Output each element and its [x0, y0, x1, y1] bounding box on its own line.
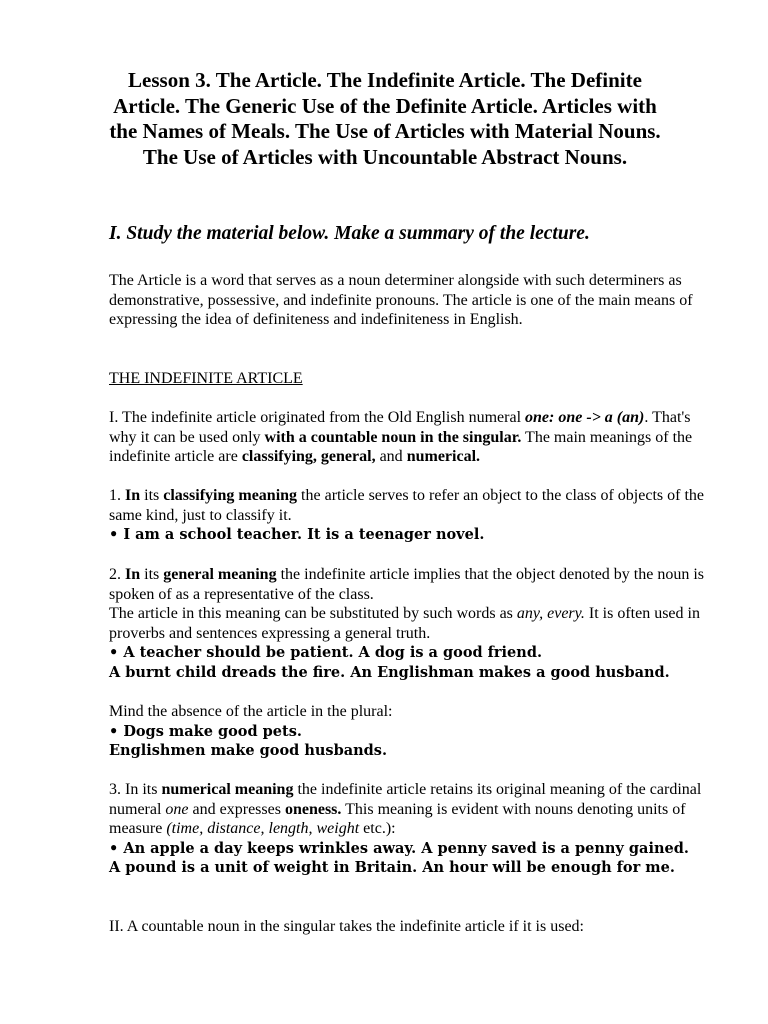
- substitution-text: The article in this meaning can be substituted by such words as: [109, 605, 517, 622]
- general-example-2: A burnt child dreads the fire. An Englishman makes a good husband.: [109, 663, 670, 681]
- numerical-text-3: and expresses: [188, 800, 285, 818]
- meanings-list: classifying, general,: [241, 448, 376, 465]
- proverbs-text: It is often used in proverbs and sentences expressing a general truth.: [109, 605, 700, 642]
- plural-example-2: Englishmen make good husbands.: [109, 742, 388, 759]
- oneness-term: oneness.: [284, 800, 342, 818]
- lesson-title: Lesson 3. The Article. The Indefinite Article. The Definite Article. The Generic Use of the Definite Article. Articles with the Names of Meals. The Use of Articles with Material Nouns. The Use of Articles with Uncountable Abstract Nouns.: [109, 68, 661, 169]
- classifying-paragraph: [109, 486, 709, 545]
- numerical-paragraph: [109, 780, 709, 878]
- classifying-example: • I am a school teacher. It is a teenager novel.: [109, 526, 485, 543]
- item-number: 1.: [109, 487, 125, 504]
- classifying-meaning-term: classifying meaning: [163, 487, 298, 504]
- its-word: its: [140, 487, 164, 504]
- classifying-text: the article serves to refer an object to the class of objects of the same kind, just to classify it.: [109, 487, 704, 524]
- in-word: In: [125, 566, 141, 583]
- section-heading: THE INDEFINITE ARTICLE: [109, 370, 303, 387]
- plural-paragraph: [109, 702, 709, 761]
- origin-text-3: The main meanings of the indefinite article are: [109, 428, 693, 465]
- numerical-text-4: This meaning is evident with nouns denoting units of measure: [109, 800, 686, 837]
- plural-note: Mind the absence of the article in the plural:: [109, 703, 393, 720]
- intro-paragraph: The Article is a word that serves as a noun determiner alongside with such determiners as demonstrative, possessive, and indefinite pronouns. The article is one of the main means of expressing the idea of definiteness and indefiniteness in English.: [109, 272, 693, 328]
- substitute-words: any, every.: [516, 605, 585, 622]
- general-example-1: • A teacher should be patient. A dog is a good friend.: [109, 644, 543, 661]
- item-number: 2.: [109, 566, 125, 583]
- numerical-example-2: A pound is a unit of weight in Britain. An hour will be enough for me.: [109, 859, 675, 876]
- origin-paragraph: [109, 408, 709, 467]
- measure-units: (time, distance, length, weight: [166, 820, 360, 837]
- general-paragraph: [109, 565, 709, 682]
- countable-singular-rule: with a countable noun in the singular.: [264, 428, 522, 446]
- origin-text-2: . That's why it can be used only: [109, 409, 691, 446]
- origin-text-4: and: [375, 448, 407, 465]
- numerical-meaning-term: numerical meaning: [161, 781, 294, 798]
- origin-numeral: one: one -> a (an): [525, 409, 645, 426]
- general-text: the indefinite article implies that the object denoted by the noun is spoken of as a representative of the class.: [109, 566, 705, 603]
- numerical-text-2: the indefinite article retains its original meaning of the cardinal numeral: [109, 781, 702, 818]
- plural-example-1: • Dogs make good pets.: [109, 722, 302, 740]
- task-subtitle: I. Study the material below. Make a summary of the lecture.: [109, 223, 590, 244]
- general-meaning-term: general meaning: [163, 566, 277, 583]
- in-word: In: [125, 487, 141, 504]
- numerical-example-1: • An apple a day keeps wrinkles away. A penny saved is a penny gained.: [109, 839, 689, 857]
- origin-text: I. The indefinite article originated from the Old English numeral: [109, 409, 526, 426]
- meaning-numerical: numerical.: [406, 448, 481, 465]
- countable-usage-paragraph: II. A countable noun in the singular takes the indefinite article if it is used:: [109, 918, 584, 935]
- numeral-one: one: [165, 800, 189, 818]
- numerical-text-5: etc.):: [359, 820, 396, 837]
- its-word: its: [140, 566, 164, 583]
- numerical-text: 3. In its: [109, 781, 162, 798]
